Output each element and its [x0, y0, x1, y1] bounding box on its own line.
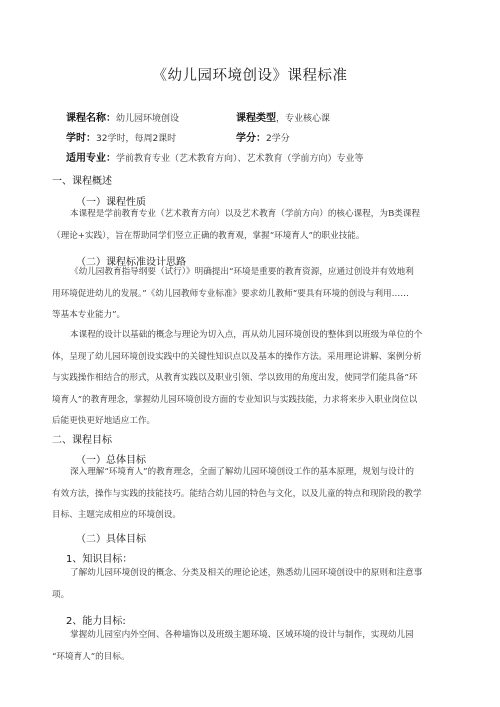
document-title: 《幼儿园环境创设》课程标准: [152, 68, 348, 84]
text-line: 有效方法，操作与实践的技能技巧。能结合幼儿园的特色与文化，以及儿童的特点和现阶段的教学: [52, 488, 422, 499]
paragraph-course-nature: [52, 204, 450, 247]
meta-row-major: [66, 153, 364, 165]
paragraph-ability-goal: [52, 625, 450, 668]
text-line: 掌握幼儿园室内外空间、各种墙饰以及班级主题环境、区域环境的设计与制作，实现幼儿园: [70, 630, 414, 640]
text-line: 本课程是学前教育专业（艺术教育方向）以及艺术教育（学前方向）的核心课程，为B类课程: [70, 209, 421, 219]
subsection-heading-specific: （二）具体目标: [76, 534, 146, 545]
heading-knowledge-goal: 1、知识目标：: [66, 554, 133, 565]
course-name-value: 幼儿园环境创设: [116, 114, 180, 124]
major-label: 适用专业：: [66, 153, 116, 164]
text-line: “环境育人”的目标。: [52, 651, 130, 662]
text-line: 了解幼儿园环境创设的概念、分类及相关的理论论述，熟悉幼儿园环境创设中的原则和注意事: [70, 568, 423, 578]
text-line: （理论+实践），旨在帮助同学们竖立正确的教育观，掌握“环境育人”的职业技能。: [52, 230, 365, 241]
course-name-label: 课程名称：: [66, 113, 116, 124]
paragraph-overall-goal: [52, 462, 450, 527]
course-type-value: ，专业核心课: [276, 114, 331, 124]
credits: [236, 133, 290, 145]
text-line: 等基本专业能力”。: [52, 310, 126, 321]
text-line: 体，呈现了幼儿园环境创设实践中的关键性知识点以及基本的操作方法。采用理论讲解、案例分析: [52, 351, 422, 362]
paragraph-design-2: [52, 325, 450, 433]
hours-label: 学时：: [66, 133, 96, 144]
text-line: 深入理解“环境育人”的教育理念，全面了解幼儿园环境创设工作的基本原理，规划与设计的: [70, 467, 414, 477]
subsection-heading-overall: （一）总体目标: [76, 455, 146, 466]
meta-row-hours: [66, 133, 290, 145]
text-line: 与实践操作相结合的形式，从教育实践以及职业引领、学以致用的角度出发，使同学们能具备“环: [52, 373, 418, 384]
hours-value: 32学时，每周2课时: [96, 134, 177, 144]
paragraph-knowledge-goal: [52, 563, 450, 606]
text-line: 本课程的设计以基础的概念与理论为切入点，再从幼儿园环境创设的整体到以班级为单位的个: [70, 330, 423, 340]
text-line: 用环境促进幼儿的发展。”《幼儿园教师专业标准》要求幼儿教师“要具有环境的创设与利用……: [52, 288, 409, 299]
credits-label: 学分：: [236, 133, 266, 144]
subsection-heading-design: （二）课程标准设计思路: [76, 257, 186, 268]
section-heading-objectives: 二、课程目标: [52, 435, 112, 446]
course-type-label: 课程类型: [236, 113, 276, 124]
text-line: 境育人”的教育理念，掌握幼儿园环境创设方面的专业知识与实践技能，力求将来步入职业岗位以: [52, 394, 418, 405]
major-value: 学前教育专业（艺术教育方向）、艺术教育（学前方向）专业等: [116, 154, 364, 164]
meta-row-course: [66, 113, 331, 125]
section-heading-overview: 一、课程概述: [52, 176, 112, 187]
text-line: 《幼儿园教育指导纲要（试行）》明确提出“环境是重要的教育资源，应通过创设并有效地利: [70, 267, 414, 277]
heading-ability-goal: 2、能力目标:: [66, 616, 126, 627]
subsection-heading-nature: （一）课程性质: [76, 197, 146, 208]
course-type: [236, 113, 330, 125]
text-line: 项。: [52, 589, 70, 600]
text-line: 目标、主题完成相应的环境创设。: [52, 510, 181, 521]
paragraph-design-1: [52, 262, 450, 327]
credits-value: 2学分: [266, 134, 290, 144]
text-line: 后能更快更好地适应工作。: [52, 416, 156, 427]
